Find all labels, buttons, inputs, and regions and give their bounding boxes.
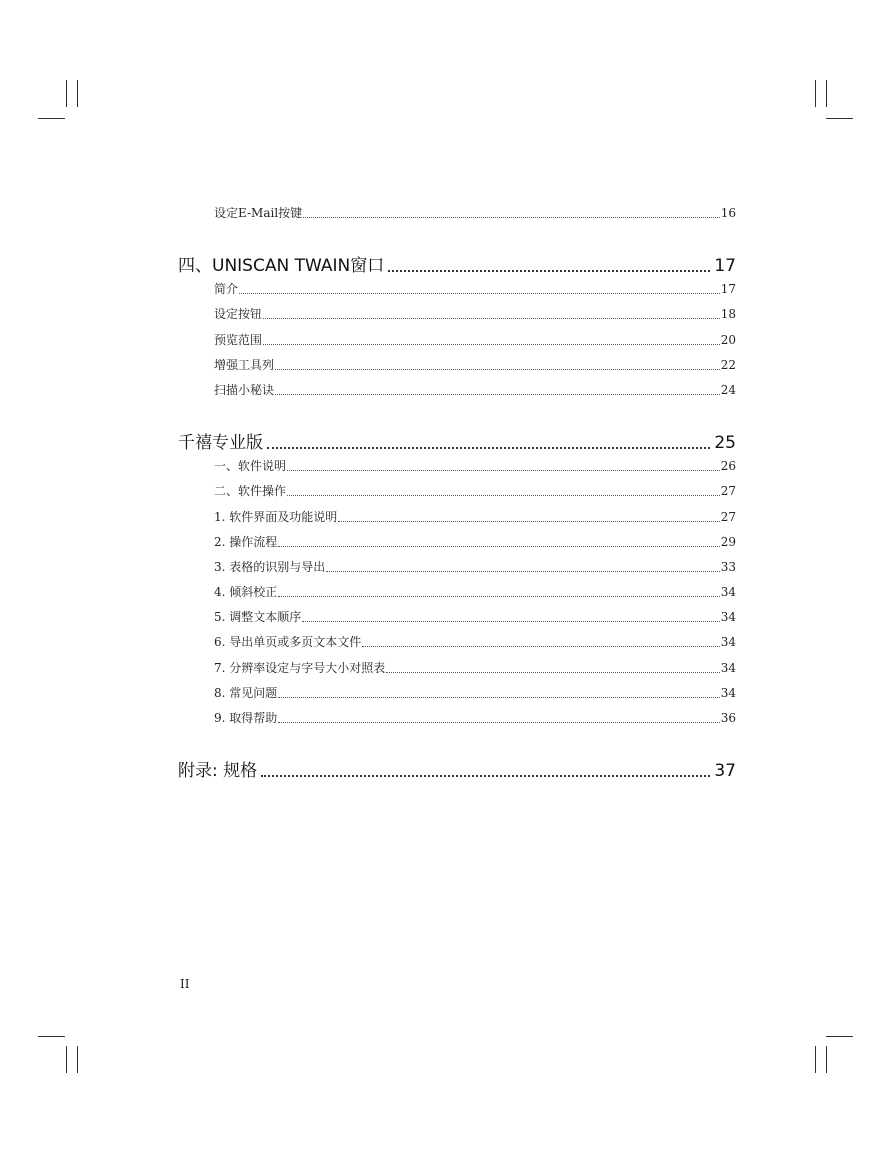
toc-section-title: 千禧专业版 [178, 433, 263, 453]
toc-entry-title: 2. 操作流程 [214, 535, 278, 549]
toc-dot-leader [278, 545, 719, 547]
toc-entry-title: 4. 倾斜校正 [214, 585, 278, 599]
toc-dot-leader [267, 447, 710, 449]
toc-entry[interactable] [214, 633, 736, 650]
toc-entry-page: 18 [720, 307, 736, 321]
toc-entry-page: 27 [720, 484, 736, 498]
toc-dot-leader [388, 270, 710, 272]
toc-entry-page: 34 [720, 635, 736, 649]
crop-mark-top-left-v1 [66, 80, 67, 107]
toc-entry[interactable] [214, 457, 736, 474]
toc-entry-title: 5. 调整文本顺序 [214, 610, 302, 624]
toc-entry-title: 二、软件操作 [214, 484, 287, 498]
toc-section-title: 四、UNISCAN TWAIN窗口 [178, 256, 385, 276]
toc-entry[interactable] [214, 482, 736, 499]
toc-entry-page: 34 [720, 686, 736, 700]
toc-entry[interactable] [214, 684, 736, 701]
toc-dot-leader [275, 368, 720, 370]
toc-entry-page: 34 [720, 610, 736, 624]
crop-mark-top-left-h [38, 118, 65, 119]
toc-dot-leader [362, 645, 719, 647]
toc-entry[interactable] [214, 533, 736, 550]
toc-entry-page: 34 [720, 661, 736, 675]
toc-entry-page: 33 [720, 560, 736, 574]
toc-dot-leader [263, 343, 720, 345]
toc-section-page: 37 [714, 761, 736, 781]
toc-entry-title: 一、软件说明 [214, 459, 287, 473]
toc-dot-leader [278, 595, 719, 597]
toc-dot-leader [261, 775, 710, 777]
toc-entry-page: 27 [720, 510, 736, 524]
toc-entry[interactable] [214, 608, 736, 625]
crop-mark-bottom-left-v2 [77, 1046, 78, 1073]
toc-entry[interactable] [214, 558, 736, 575]
toc-dot-leader [386, 671, 719, 673]
crop-mark-bottom-left-v1 [66, 1046, 67, 1073]
toc-dot-leader [287, 469, 720, 471]
toc-entry-title: 8. 常见问题 [214, 686, 278, 700]
toc-entry[interactable] [214, 709, 736, 726]
toc-dot-leader [287, 494, 720, 496]
toc-entry[interactable] [214, 305, 736, 322]
toc-entry[interactable] [214, 331, 736, 348]
toc-dot-leader [239, 292, 720, 294]
toc-entry-title: 设定按钮 [214, 307, 263, 321]
toc-entry-page: 16 [720, 206, 736, 220]
toc-section-heading[interactable] [178, 756, 736, 781]
toc-entry-title: 预览范围 [214, 333, 263, 347]
toc-section-heading[interactable] [178, 428, 736, 453]
toc-section-page: 25 [714, 433, 736, 453]
toc-entry[interactable] [214, 204, 736, 221]
toc-entry-page: 17 [720, 282, 736, 296]
toc-dot-leader [278, 696, 719, 698]
toc-entry[interactable] [214, 280, 736, 297]
toc-dot-leader [302, 620, 719, 622]
toc-entry-page: 24 [720, 383, 736, 397]
toc-entry-title: 1. 软件界面及功能说明 [214, 510, 338, 524]
crop-mark-bottom-left-h [38, 1036, 65, 1037]
page-number: II [180, 977, 190, 991]
crop-mark-bottom-right-v2 [826, 1046, 827, 1073]
toc-entry[interactable] [214, 583, 736, 600]
toc-entry-title: 设定E-Mail按键 [214, 206, 303, 220]
toc-entry[interactable] [214, 356, 736, 373]
toc-dot-leader [326, 570, 719, 572]
toc-section-title: 附录: 规格 [178, 761, 258, 781]
toc-dot-leader [338, 520, 719, 522]
toc-entry-title: 9. 取得帮助 [214, 711, 278, 725]
crop-mark-top-right-h [826, 118, 853, 119]
toc-entry-title: 简介 [214, 282, 239, 296]
toc-dot-leader [278, 721, 719, 723]
toc-entry-page: 36 [720, 711, 736, 725]
toc-entry-title: 6. 导出单页或多页文本文件 [214, 635, 362, 649]
toc-dot-leader [263, 317, 720, 319]
crop-mark-top-right-v2 [826, 80, 827, 107]
toc-entry-title: 增强工具列 [214, 358, 275, 372]
toc-entry[interactable] [214, 508, 736, 525]
toc-entry[interactable] [214, 659, 736, 676]
toc-section-page: 17 [714, 256, 736, 276]
toc-entry-page: 29 [720, 535, 736, 549]
toc-dot-leader [303, 216, 720, 218]
toc-entry-page: 22 [720, 358, 736, 372]
toc-entry-page: 20 [720, 333, 736, 347]
toc-entry-title: 3. 表格的识别与导出 [214, 560, 326, 574]
toc-entry-title: 扫描小秘诀 [214, 383, 275, 397]
toc-entry-title: 7. 分辨率设定与字号大小对照表 [214, 661, 386, 675]
toc-entry-page: 34 [720, 585, 736, 599]
toc-dot-leader [275, 393, 720, 395]
crop-mark-bottom-right-v1 [815, 1046, 816, 1073]
toc-entry-page: 26 [720, 459, 736, 473]
toc-entry[interactable] [214, 381, 736, 398]
crop-mark-top-right-v1 [815, 80, 816, 107]
crop-mark-top-left-v2 [77, 80, 78, 107]
crop-mark-bottom-right-h [826, 1036, 853, 1037]
toc-section-heading[interactable] [178, 251, 736, 276]
